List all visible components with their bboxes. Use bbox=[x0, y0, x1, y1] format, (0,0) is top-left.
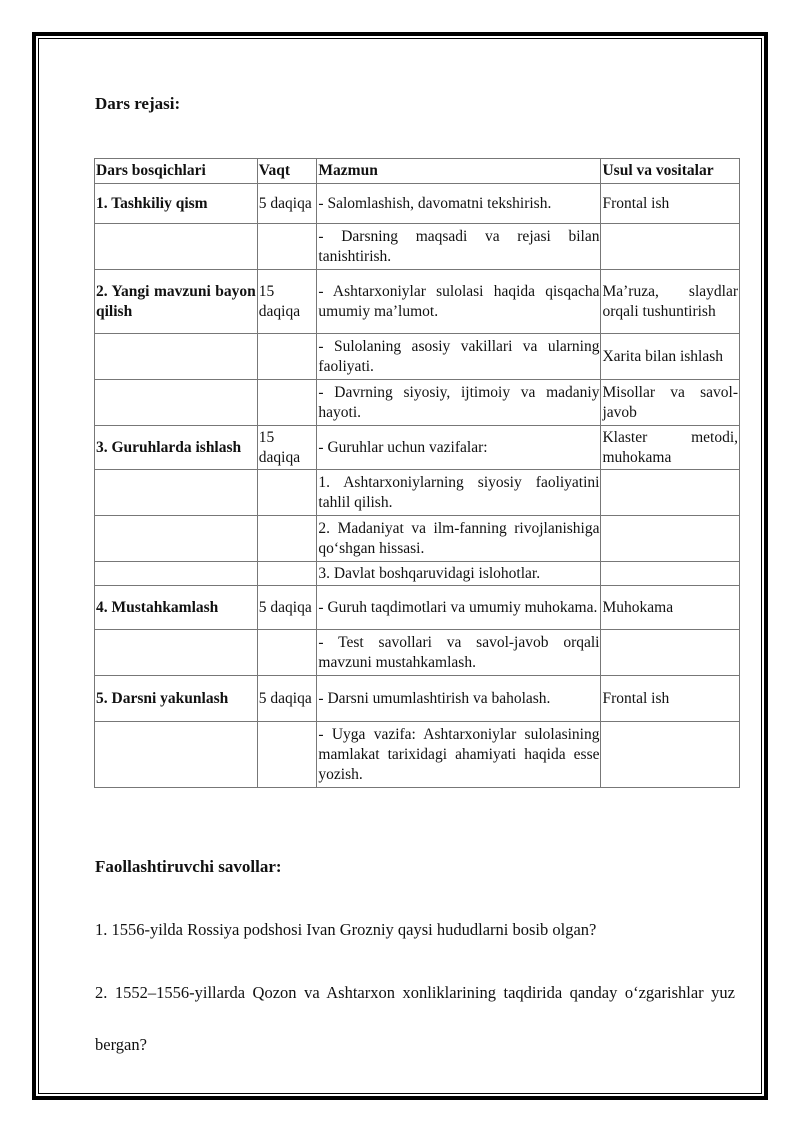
table-row bbox=[95, 722, 740, 788]
table-row bbox=[95, 676, 740, 722]
stage-cell: 2. Yangi mavzuni bayon qilish bbox=[95, 270, 258, 334]
method-cell bbox=[601, 722, 740, 788]
table-row bbox=[95, 516, 740, 562]
content-cell: - Darsning maqsadi va rejasi bilan tanishtirish. bbox=[317, 224, 601, 270]
content-cell: 1. Ashtarxoniylarning siyosiy faoliyatini tahlil qilish. bbox=[317, 470, 601, 516]
stage-cell bbox=[95, 630, 258, 676]
table-row bbox=[95, 334, 740, 380]
content-cell: - Davrning siyosiy, ijtimoiy va madaniy hayoti. bbox=[317, 380, 601, 426]
method-cell bbox=[601, 562, 740, 586]
content-cell: - Test savollari va savol-javob orqali mavzuni mustahkamlash. bbox=[317, 630, 601, 676]
table-row bbox=[95, 586, 740, 630]
stage-cell bbox=[95, 334, 258, 380]
method-cell: Ma’ruza, slaydlar orqali tushuntirish bbox=[601, 270, 740, 334]
questions-title: Faollashtiruvchi savollar: bbox=[95, 857, 282, 876]
stage-cell bbox=[95, 516, 258, 562]
time-cell bbox=[257, 224, 317, 270]
content-cell: - Salomlashish, davomatni tekshirish. bbox=[317, 184, 601, 224]
stage-cell bbox=[95, 224, 258, 270]
content-cell: - Ashtarxoniylar sulolasi haqida qisqacha umumiy ma’lumot. bbox=[317, 270, 601, 334]
table-row bbox=[95, 562, 740, 586]
content-cell: - Sulolaning asosiy vakillari va ularning faoliyati. bbox=[317, 334, 601, 380]
time-cell bbox=[257, 380, 317, 426]
method-cell: Klaster metodi, muhokama bbox=[601, 426, 740, 470]
stage-cell: 1. Tashkiliy qism bbox=[95, 184, 258, 224]
time-cell bbox=[257, 470, 317, 516]
time-cell bbox=[257, 722, 317, 788]
content-cell: - Guruhlar uchun vazifalar: bbox=[317, 426, 601, 470]
method-cell bbox=[601, 630, 740, 676]
time-cell: 5 daqiqa bbox=[257, 676, 317, 722]
table-row bbox=[95, 224, 740, 270]
table-row bbox=[95, 270, 740, 334]
content-cell: 3. Davlat boshqaruvidagi islohotlar. bbox=[317, 562, 601, 586]
header-methods: Usul va vositalar bbox=[601, 159, 740, 184]
stage-cell: 3. Guruhlarda ishlash bbox=[95, 426, 258, 470]
question-item: 1. 1556-yilda Rossiya podshosi Ivan Grozniy qaysi hududlarni bosib olgan? bbox=[95, 920, 597, 939]
method-cell: Frontal ish bbox=[601, 184, 740, 224]
stage-cell bbox=[95, 722, 258, 788]
time-cell bbox=[257, 516, 317, 562]
table-row bbox=[95, 184, 740, 224]
time-cell: 15 daqiqa bbox=[257, 270, 317, 334]
header-content: Mazmun bbox=[317, 159, 601, 184]
content-cell: - Guruh taqdimotlari va umumiy muhokama. bbox=[317, 586, 601, 630]
stage-cell: 5. Darsni yakunlash bbox=[95, 676, 258, 722]
stage-cell: 4. Mustahkamlash bbox=[95, 586, 258, 630]
table-body bbox=[95, 184, 740, 788]
header-stages: Dars bosqichlari bbox=[95, 159, 258, 184]
stage-cell bbox=[95, 380, 258, 426]
method-cell bbox=[601, 516, 740, 562]
method-cell bbox=[601, 470, 740, 516]
time-cell: 15 daqiqa bbox=[257, 426, 317, 470]
method-cell: Misollar va savol-javob bbox=[601, 380, 740, 426]
question-item: 2. 1552–1556-yillarda Qozon va Ashtarxon xonliklarining taqdirida qanday o‘zgarishlar yuz bergan? bbox=[95, 983, 735, 1054]
time-cell: 5 daqiqa bbox=[257, 184, 317, 224]
stage-cell bbox=[95, 562, 258, 586]
method-cell bbox=[601, 224, 740, 270]
time-cell: 5 daqiqa bbox=[257, 586, 317, 630]
plan-title: Dars rejasi: bbox=[95, 94, 181, 113]
table-row bbox=[95, 380, 740, 426]
lesson-plan-table bbox=[94, 158, 740, 788]
time-cell bbox=[257, 630, 317, 676]
method-cell: Frontal ish bbox=[601, 676, 740, 722]
table-header-row bbox=[95, 159, 740, 184]
time-cell bbox=[257, 334, 317, 380]
stage-cell bbox=[95, 470, 258, 516]
content-cell: - Darsni umumlashtirish va baholash. bbox=[317, 676, 601, 722]
table-row bbox=[95, 630, 740, 676]
method-cell: Muhokama bbox=[601, 586, 740, 630]
content-cell: 2. Madaniyat va ilm-fanning rivojlanishiga qo‘shgan hissasi. bbox=[317, 516, 601, 562]
time-cell bbox=[257, 562, 317, 586]
method-cell: Xarita bilan ishlash bbox=[601, 334, 740, 380]
table-row bbox=[95, 426, 740, 470]
header-time: Vaqt bbox=[257, 159, 317, 184]
content-cell: - Uyga vazifa: Ashtarxoniylar sulolasining mamlakat tarixidagi ahamiyati haqida esse yozish. bbox=[317, 722, 601, 788]
table-row bbox=[95, 470, 740, 516]
